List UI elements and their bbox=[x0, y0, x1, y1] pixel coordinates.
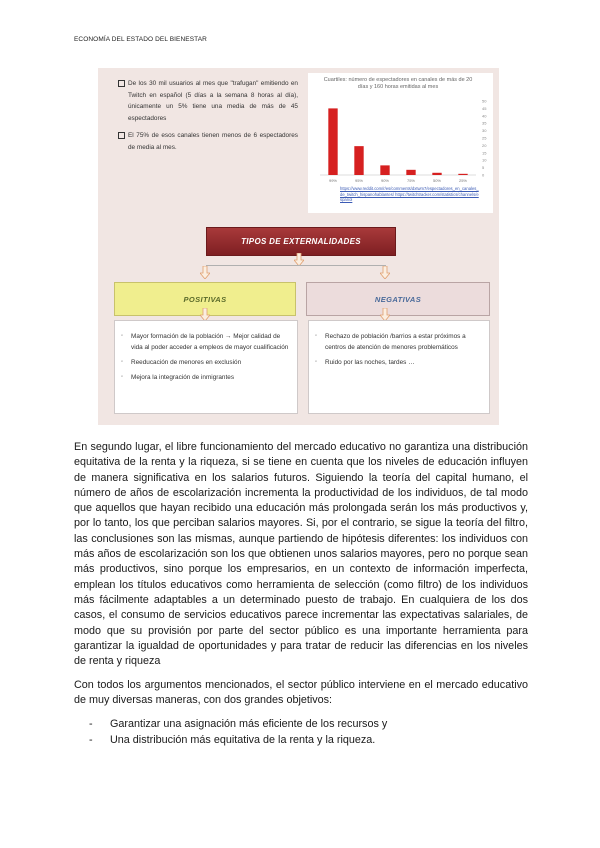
positive-externalities-box: POSITIVAS bbox=[114, 282, 296, 316]
down-arrow-icon bbox=[200, 266, 210, 279]
x-tick-label: 50% bbox=[432, 178, 442, 183]
x-tick-label: 99% bbox=[328, 178, 338, 183]
figure-bullets bbox=[118, 78, 298, 159]
bar bbox=[380, 165, 389, 175]
list-item bbox=[89, 717, 529, 733]
y-tick-label: 20 bbox=[482, 142, 487, 148]
list-item: ◦ Ruido por las noches, tardes … bbox=[325, 357, 483, 368]
list-item: ◦ Mejora la integración de inmigrantes bbox=[131, 372, 291, 383]
externalities-title-box: TIPOS DE EXTERNALIDADES bbox=[206, 227, 396, 256]
y-tick-label: 30 bbox=[482, 128, 487, 134]
bar bbox=[406, 170, 415, 175]
bar bbox=[458, 174, 467, 175]
y-tick-label: 10 bbox=[482, 157, 487, 163]
down-arrow-icon bbox=[380, 266, 390, 279]
y-tick-label: 50 bbox=[482, 98, 487, 104]
body-paragraph: Con todos los argumentos mencionados, el sector público interviene en el mercado educativo de muy diversas maneras, con dos grandes objetivos: bbox=[74, 679, 528, 707]
list-item: ◦ Mayor formación de la población → Mejor calidad de vida al poder acceder a empleos de mayor cualificación bbox=[131, 331, 291, 353]
list-item: ◦ Rechazo de población /barrios a estar próximos a centros de atención de menores problemáticos bbox=[325, 331, 483, 353]
checkbox-bullet-icon bbox=[118, 132, 125, 139]
x-tick-label: 75% bbox=[406, 178, 416, 183]
dash-bullet: - bbox=[89, 733, 93, 746]
figure-bullet-text: El 75% de esos canales tienen menos de 6 espectadores de media al mes. bbox=[128, 132, 298, 151]
y-tick-label: 40 bbox=[482, 113, 487, 119]
list-item bbox=[89, 733, 529, 749]
bar bbox=[432, 173, 441, 175]
y-tick-label: 5 bbox=[482, 165, 485, 171]
x-tick-label: 90% bbox=[380, 178, 390, 183]
y-tick-label: 0 bbox=[482, 172, 485, 178]
figure-bullet-text: De los 30 mil usuarios al mes que "trafugan" emitiendo en Twitch en español (5 días a la semana 8 horas al día), únicamente un 5% tiene una media de más de 45 espectadores bbox=[128, 80, 298, 122]
bar bbox=[354, 146, 363, 175]
source-links[interactable]: https://www.reddit.com/r/es/comments/dxtwm7/espectadores_en_canales_de_twitch_hispanohablantes/ https://twitchtracker.com/statistics/channels/espanol bbox=[340, 186, 479, 203]
dash-bullet: - bbox=[89, 718, 93, 730]
bar bbox=[328, 108, 337, 175]
y-tick-label: 25 bbox=[482, 135, 487, 141]
connector-line bbox=[206, 265, 386, 266]
figure-bullet bbox=[118, 78, 298, 124]
y-tick-label: 35 bbox=[482, 120, 487, 126]
positive-items-list bbox=[114, 320, 298, 414]
objective-text: Una distribución más equitativa de la renta y la riqueza. bbox=[110, 733, 376, 746]
x-tick-label: 25% bbox=[458, 178, 468, 183]
x-tick-label: 95% bbox=[354, 178, 364, 183]
objectives-list bbox=[89, 717, 529, 748]
chart-title: Cuartiles: número de espectadores en canales de más de 20 días y 160 horas emitidas al mes bbox=[323, 77, 473, 90]
negative-externalities-box: NEGATIVAS bbox=[306, 282, 490, 316]
body-paragraph: En segundo lugar, el libre funcionamiento del mercado educativo no garantiza una distribución equitativa de la renta y la riqueza, si se tiene en cuenta que los niveles de educación influyen de manera significativa en los salarios futuros. Siguiendo la teoría del capital humano, el número de años de escolarización incrementa la productividad de los individuos, de tal modo que aquellos que hayan recibido una educación más prolongada serán los más productivos y, por lo tanto, los que perciban salarios mayores. Si, por el contrario, se sigue la teoría del filtro, las conclusiones son las mismas, aunque partiendo de hipótesis diferentes: los individuos con más años de escolarización son los que obtienen unos salarios mayores, pero no porque sean más productivos, sino porque los empresarios, en un contexto de información imperfecta, emplean los títulos educativos como herramienta de selección (como filtro) de los individuos más fácilmente adaptables a un determinado puesto de trabajo. En cualquiera de los dos casos, el consumo de servicios educativos parece incrementar las expectativas salariales, de modo que su provisión por parte del sector público es una importante herramienta para garantizar la igualdad de oportunidades y para tratar de reducir las diferencias en los niveles de renta y riqueza bbox=[74, 441, 528, 668]
negative-items-list bbox=[308, 320, 490, 414]
running-header: ECONOMÍA DEL ESTADO DEL BIENESTAR bbox=[74, 36, 207, 43]
figure-bullet bbox=[118, 130, 298, 153]
checkbox-bullet-icon bbox=[118, 80, 125, 87]
y-tick-label: 15 bbox=[482, 150, 487, 156]
y-tick-label: 45 bbox=[482, 105, 487, 111]
list-item: ◦ Reeducación de menores en exclusión bbox=[131, 357, 291, 368]
objective-text: Garantizar una asignación más eficiente de los recursos y bbox=[110, 718, 388, 730]
